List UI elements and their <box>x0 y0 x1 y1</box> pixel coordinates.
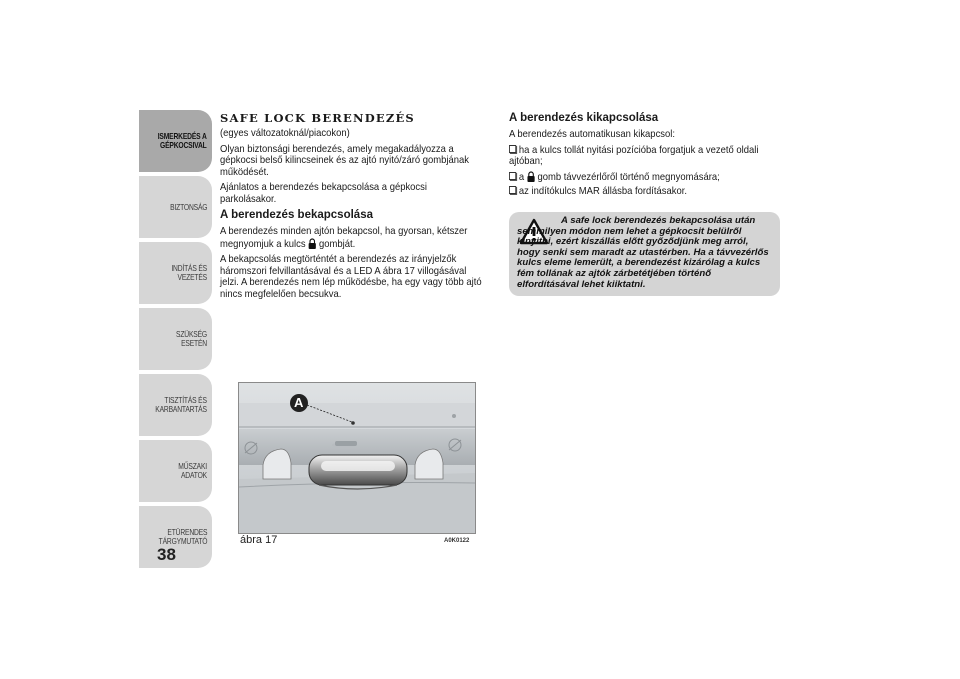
tab-muszaki[interactable] <box>139 440 212 502</box>
paragraph: A berendezés automatikusan kikapcsol: <box>509 128 676 140</box>
padlock-icon <box>527 171 535 182</box>
padlock-icon <box>308 238 316 249</box>
checkbox-bullet-icon <box>509 145 516 153</box>
door-handle-illustration <box>239 383 475 533</box>
tab-label: MŰSZAKI ADATOK <box>178 462 207 480</box>
marker-a-label: A <box>294 395 304 410</box>
list-item: az indítókulcs MAR állásba fordításakor. <box>509 186 784 198</box>
warning-text: A safe lock berendezés bekapcsolása után semmilyen módon nem lehet a gépkocsit belülről kinyitni, ezért kiszállás előtt győződjünk meg arról, hogy senki sem maradt az utastérben. Ha a távvezérlős kulcs eleme lemerült, a berendezést kizárólag a kulcs fém tollának az ajtók zárbetétjében történő elfordításával lehet kiiktatni. <box>517 215 769 290</box>
right-column <box>509 112 784 201</box>
figure-code: A0K0122 <box>444 538 470 544</box>
tab-label: INDÍTÁS ÉS VEZETÉS <box>171 264 207 282</box>
paragraph: A berendezés minden ajtón bekapcsol, ha gyorsan, kétszer megnyomjuk a kulcs gombját. <box>220 225 468 250</box>
paragraph: Olyan biztonsági berendezés, amely megakadályozza a gépkocsi belső kilincseinek és az ajtó nyitó/záró gombjának működését. <box>220 142 469 178</box>
tab-label: ISMERKEDÉS A GÉPKOCSIVAL <box>158 132 207 150</box>
tab-tisztitas[interactable] <box>139 374 212 436</box>
checkbox-bullet-icon <box>509 186 516 194</box>
paragraph: A bekapcsolás megtörténtét a berendezés az irányjelzők háromszori felvillantásával és a LED A ábra 17 villogásával jelzi. A berendezés nem lép működésbe, ha egy vagy több ajtó nincs megfelelően becsukva. <box>220 253 482 300</box>
left-column <box>220 112 482 304</box>
tab-biztonsag[interactable] <box>139 176 212 238</box>
variant-note: (egyes változatoknál/piacokon) <box>220 127 350 139</box>
bullet-list <box>509 145 784 198</box>
tab-label: TISZTÍTÁS ÉS KARBANTARTÁS <box>155 396 207 414</box>
section-title: SAFE LOCK BERENDEZÉS <box>220 111 415 125</box>
tab-label: BIZTONSÁG <box>169 202 207 212</box>
subsection-title: A berendezés kikapcsolása <box>509 112 659 124</box>
tab-label: SZÜKSÉG ESETÉN <box>176 330 207 348</box>
list-item: a gomb távvezérlőről történő megnyomására; <box>509 171 784 184</box>
page-number: 38 <box>157 545 176 564</box>
subsection-title: A berendezés bekapcsolása <box>220 209 373 221</box>
list-item: ha a kulcs tollát nyitási pozícióba forgatjuk a vezető oldali ajtóban; <box>509 143 759 167</box>
figure-safe-lock-handle <box>238 382 476 534</box>
tab-label: ETÜRENDES TÁRGYMUTATÓ <box>158 528 207 546</box>
paragraph: Ajánlatos a berendezés bekapcsolása a gépkocsi parkolásakor. <box>220 181 427 205</box>
figure-caption: ábra 17 <box>240 534 278 546</box>
tab-ismerkedes[interactable] <box>139 110 212 172</box>
tab-inditas[interactable] <box>139 242 212 304</box>
warning-box <box>509 212 780 296</box>
checkbox-bullet-icon <box>509 172 516 180</box>
tab-szukseg[interactable] <box>139 308 212 370</box>
